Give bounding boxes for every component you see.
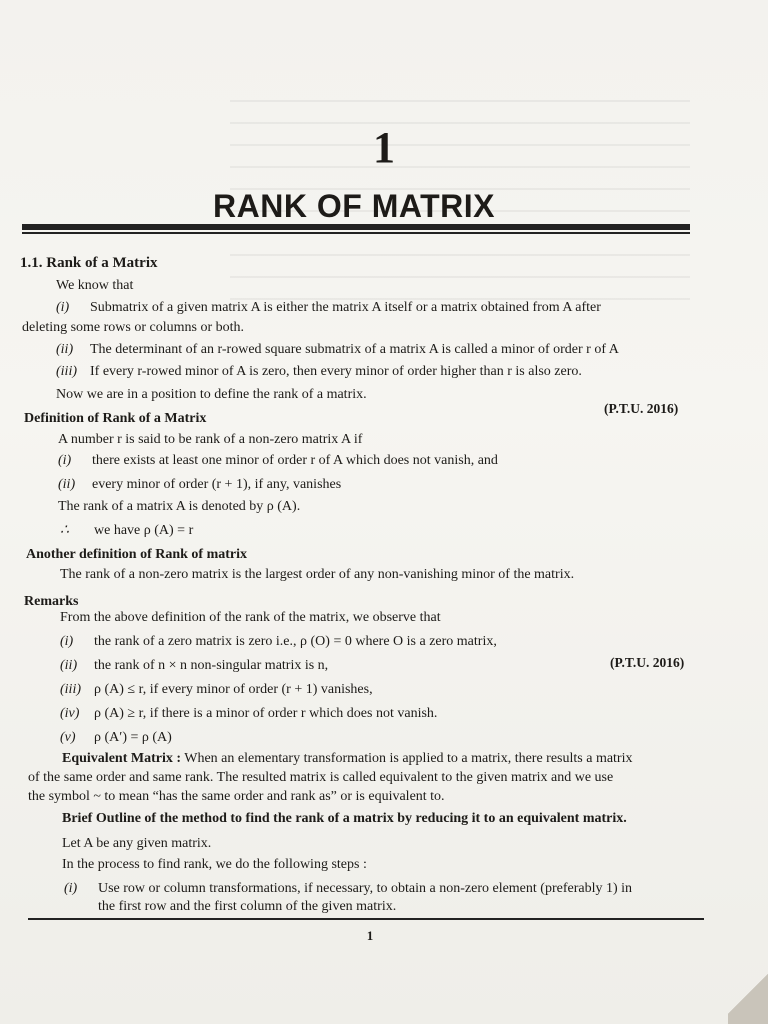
list-item bbox=[56, 341, 619, 359]
list-item bbox=[58, 452, 498, 470]
outline-line-1: Let A be any given matrix. bbox=[62, 836, 212, 851]
list-item bbox=[64, 880, 632, 898]
list-item bbox=[56, 299, 696, 317]
remarks-intro: From the above definition of the rank of the matrix, we observe that bbox=[60, 610, 441, 625]
page-number: 1 bbox=[366, 928, 374, 943]
list-item bbox=[60, 705, 437, 723]
definition-intro: A number r is said to be rank of a non-zero matrix A if bbox=[58, 432, 363, 447]
item-number: (ii) bbox=[58, 477, 76, 492]
item-text: the rank of a zero matrix is zero i.e., ρ (O) = 0 where O is a zero matrix, bbox=[94, 634, 497, 649]
footer-rule bbox=[28, 918, 704, 920]
section-intro: We know that bbox=[56, 278, 134, 293]
item-number: (iii) bbox=[56, 364, 77, 379]
therefore-line bbox=[60, 522, 193, 540]
therefore-text: we have ρ (A) = r bbox=[94, 523, 194, 538]
definition-heading: Definition of Rank of a Matrix bbox=[24, 411, 207, 426]
item-number: (i) bbox=[58, 453, 72, 468]
item-text: there exists at least one minor of order r of A which does not vanish, and bbox=[92, 453, 498, 468]
item-text: The determinant of an r-rowed square submatrix of a matrix A is called a minor of order r of A bbox=[90, 342, 619, 357]
remarks-heading: Remarks bbox=[24, 594, 79, 609]
item-text: ρ (A) ≤ r, if every minor of order (r + 1) vanishes, bbox=[94, 682, 373, 697]
exam-reference: (P.T.U. 2016) bbox=[604, 401, 679, 416]
outline-heading: Brief Outline of the method to find the rank of a matrix by reducing it to an equivalent matrix. bbox=[62, 811, 627, 826]
list-item bbox=[60, 729, 172, 747]
item-text: Use row or column transformations, if necessary, to obtain a non-zero element (preferably 1) in bbox=[98, 881, 633, 896]
exam-reference: (P.T.U. 2016) bbox=[610, 655, 685, 670]
section-conclusion: Now we are in a position to define the rank of a matrix. bbox=[56, 387, 367, 402]
item-number: (ii) bbox=[60, 658, 78, 673]
item-text-continued: the first row and the first column of the given matrix. bbox=[98, 899, 397, 914]
outline-line-2: In the process to find rank, we do the following steps : bbox=[62, 857, 367, 872]
item-text: the rank of n × n non-singular matrix is n, bbox=[94, 658, 329, 673]
list-item bbox=[60, 681, 373, 699]
item-number: (v) bbox=[60, 730, 76, 745]
equivalent-matrix-text-3: the symbol ~ to mean “has the same order and rank as” or is equivalent to. bbox=[28, 789, 445, 804]
title-rule-thick bbox=[22, 224, 690, 230]
item-number: (iv) bbox=[60, 706, 80, 721]
item-text: Submatrix of a given matrix A is either the matrix A itself or a matrix obtained from A after bbox=[90, 300, 601, 315]
item-number: (i) bbox=[64, 881, 78, 896]
list-item bbox=[56, 363, 582, 381]
page-corner-fold bbox=[728, 964, 768, 1024]
item-number: (i) bbox=[56, 300, 70, 315]
item-text: every minor of order (r + 1), if any, vanishes bbox=[92, 477, 342, 492]
item-text: ρ (A′) = ρ (A) bbox=[94, 730, 172, 745]
chapter-title: RANK OF MATRIX bbox=[213, 188, 495, 224]
rank-notation: The rank of a matrix A is denoted by ρ (A). bbox=[58, 499, 301, 514]
item-number: (i) bbox=[60, 634, 74, 649]
item-text: If every r-rowed minor of A is zero, then every minor of order higher than r is also zero. bbox=[90, 364, 582, 379]
chapter-number: 1 bbox=[373, 123, 395, 172]
list-item bbox=[60, 657, 328, 675]
item-number: (ii) bbox=[56, 342, 74, 357]
therefore-symbol: ∴ bbox=[60, 523, 69, 538]
equivalent-matrix-label: Equivalent Matrix : bbox=[62, 751, 181, 766]
equivalent-matrix-paragraph bbox=[62, 750, 632, 768]
section-heading: 1.1. Rank of a Matrix bbox=[20, 255, 158, 271]
another-definition-text: The rank of a non-zero matrix is the largest order of any non-vanishing minor of the matrix. bbox=[60, 567, 575, 582]
item-text: ρ (A) ≥ r, if there is a minor of order r which does not vanish. bbox=[94, 706, 438, 721]
another-definition-heading: Another definition of Rank of matrix bbox=[26, 547, 248, 562]
equivalent-matrix-text: When an elementary transformation is applied to a matrix, there results a matrix bbox=[184, 751, 633, 766]
list-item bbox=[60, 633, 497, 651]
item-text-continued: deleting some rows or columns or both. bbox=[22, 320, 245, 335]
equivalent-matrix-text-2: of the same order and same rank. The resulted matrix is called equivalent to the given matrix and we use bbox=[28, 770, 614, 785]
item-number: (iii) bbox=[60, 682, 81, 697]
list-item bbox=[58, 476, 341, 494]
title-rule-thin bbox=[22, 232, 690, 234]
